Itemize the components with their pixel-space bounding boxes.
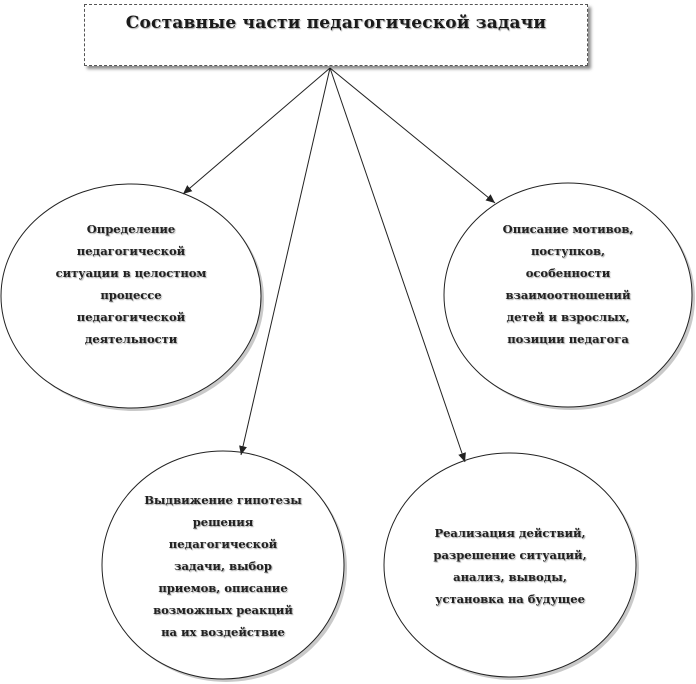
node-realization-line: анализ, выводы, (453, 570, 567, 584)
node-hypotheses-line: решения (192, 515, 254, 529)
node-definition-line: процессе (100, 288, 162, 302)
node-description-line: позиции педагога (507, 332, 629, 346)
node-definition-line: педагогической (76, 310, 186, 324)
node-definition-line: ситуации в целостном (55, 266, 207, 280)
node-definition-line: деятельности (84, 332, 178, 346)
node-description-line: Описание мотивов, (502, 222, 634, 236)
node-description-line: взаимоотношений (505, 288, 631, 302)
arrow-to-realization (330, 68, 465, 462)
node-realization-line: разрешение ситуаций, (433, 548, 587, 562)
node-hypotheses-line: Выдвижение гипотезы (144, 493, 302, 507)
node-definition-line: Определение (86, 222, 176, 236)
arrow-to-description (330, 68, 495, 203)
node-hypotheses-line: приемов, описание (158, 581, 288, 595)
node-hypotheses-text (118, 489, 328, 643)
node-hypotheses-line: задачи, выбор (174, 559, 272, 573)
node-definition-line: педагогической (76, 244, 186, 258)
node-description-line: поступков, (531, 244, 605, 258)
node-description-line: детей и взрослых, (506, 310, 630, 324)
node-realization-line: установка на будущее (435, 592, 585, 606)
diagram-title: Составные части педагогической задачи (125, 13, 547, 33)
node-realization-line: Реализация действий, (434, 526, 586, 540)
arrow-to-definition (183, 68, 330, 194)
node-definition-text (26, 218, 236, 350)
node-description-line: особенности (525, 266, 611, 280)
title-box (84, 4, 588, 66)
node-hypotheses-line: на их воздействие (161, 625, 285, 639)
node-realization-text (405, 522, 615, 610)
node-hypotheses-line: педагогической (168, 537, 278, 551)
node-hypotheses-line: возможных реакций (153, 603, 293, 617)
node-description-text (463, 218, 673, 350)
